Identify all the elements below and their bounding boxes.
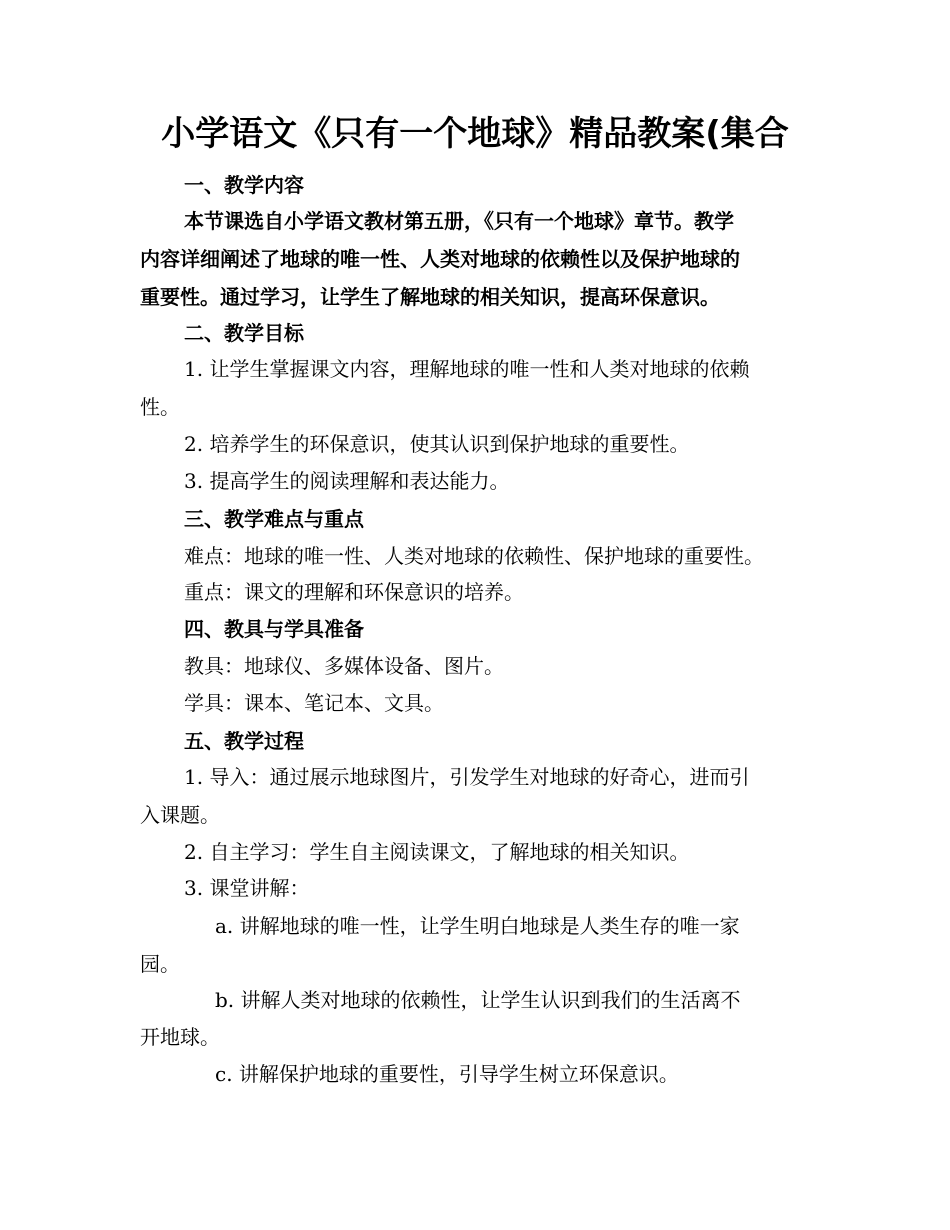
paragraph-line: 重要性。通过学习，让学生了解地球的相关知识，提高环保意识。 <box>140 285 720 309</box>
sub-list-item-continuation: 开地球。 <box>140 1025 220 1049</box>
list-item: 3. 课堂讲解： <box>184 876 310 900</box>
list-item: 3. 提高学生的阅读理解和表达能力。 <box>184 469 510 493</box>
document-title: 小学语文《只有一个地球》精品教案(集合 <box>161 114 789 154</box>
difficulty-text: 难点：地球的唯一性、人类对地球的依赖性、保护地球的重要性。 <box>184 544 764 568</box>
sub-list-item: a. 讲解地球的唯一性，让学生明白地球是人类生存的唯一家 <box>215 914 740 938</box>
list-item: 1. 导入：通过展示地球图片，引发学生对地球的好奇心，进而引 <box>184 765 750 789</box>
sub-list-item: c. 讲解保护地球的重要性，引导学生树立环保意识。 <box>215 1062 679 1086</box>
sub-list-item: b. 讲解人类对地球的依赖性，让学生认识到我们的生活离不 <box>215 988 741 1012</box>
list-item: 2. 培养学生的环保意识，使其认识到保护地球的重要性。 <box>184 432 690 456</box>
list-item-continuation: 入课题。 <box>140 803 220 827</box>
paragraph-line: 本节课选自小学语文教材第五册，《只有一个地球》章节。教学 <box>184 209 734 233</box>
section-heading-difficulties: 三、教学难点与重点 <box>184 507 364 531</box>
section-heading-teaching-content: 一、教学内容 <box>184 173 304 197</box>
focus-text: 重点：课文的理解和环保意识的培养。 <box>184 580 524 604</box>
list-item-continuation: 性。 <box>140 395 180 419</box>
section-heading-process: 五、教学过程 <box>184 729 304 753</box>
sub-list-item-continuation: 园。 <box>140 952 180 976</box>
teaching-tools-text: 教具：地球仪、多媒体设备、图片。 <box>184 654 504 678</box>
paragraph-line: 内容详细阐述了地球的唯一性、人类对地球的依赖性以及保护地球的 <box>140 247 740 271</box>
section-heading-teaching-goals: 二、教学目标 <box>184 321 304 345</box>
section-heading-tools: 四、教具与学具准备 <box>184 617 364 641</box>
list-item: 1. 让学生掌握课文内容，理解地球的唯一性和人类对地球的依赖 <box>184 357 750 381</box>
list-item: 2. 自主学习：学生自主阅读课文，了解地球的相关知识。 <box>184 840 690 864</box>
learning-tools-text: 学具：课本、笔记本、文具。 <box>184 691 444 715</box>
